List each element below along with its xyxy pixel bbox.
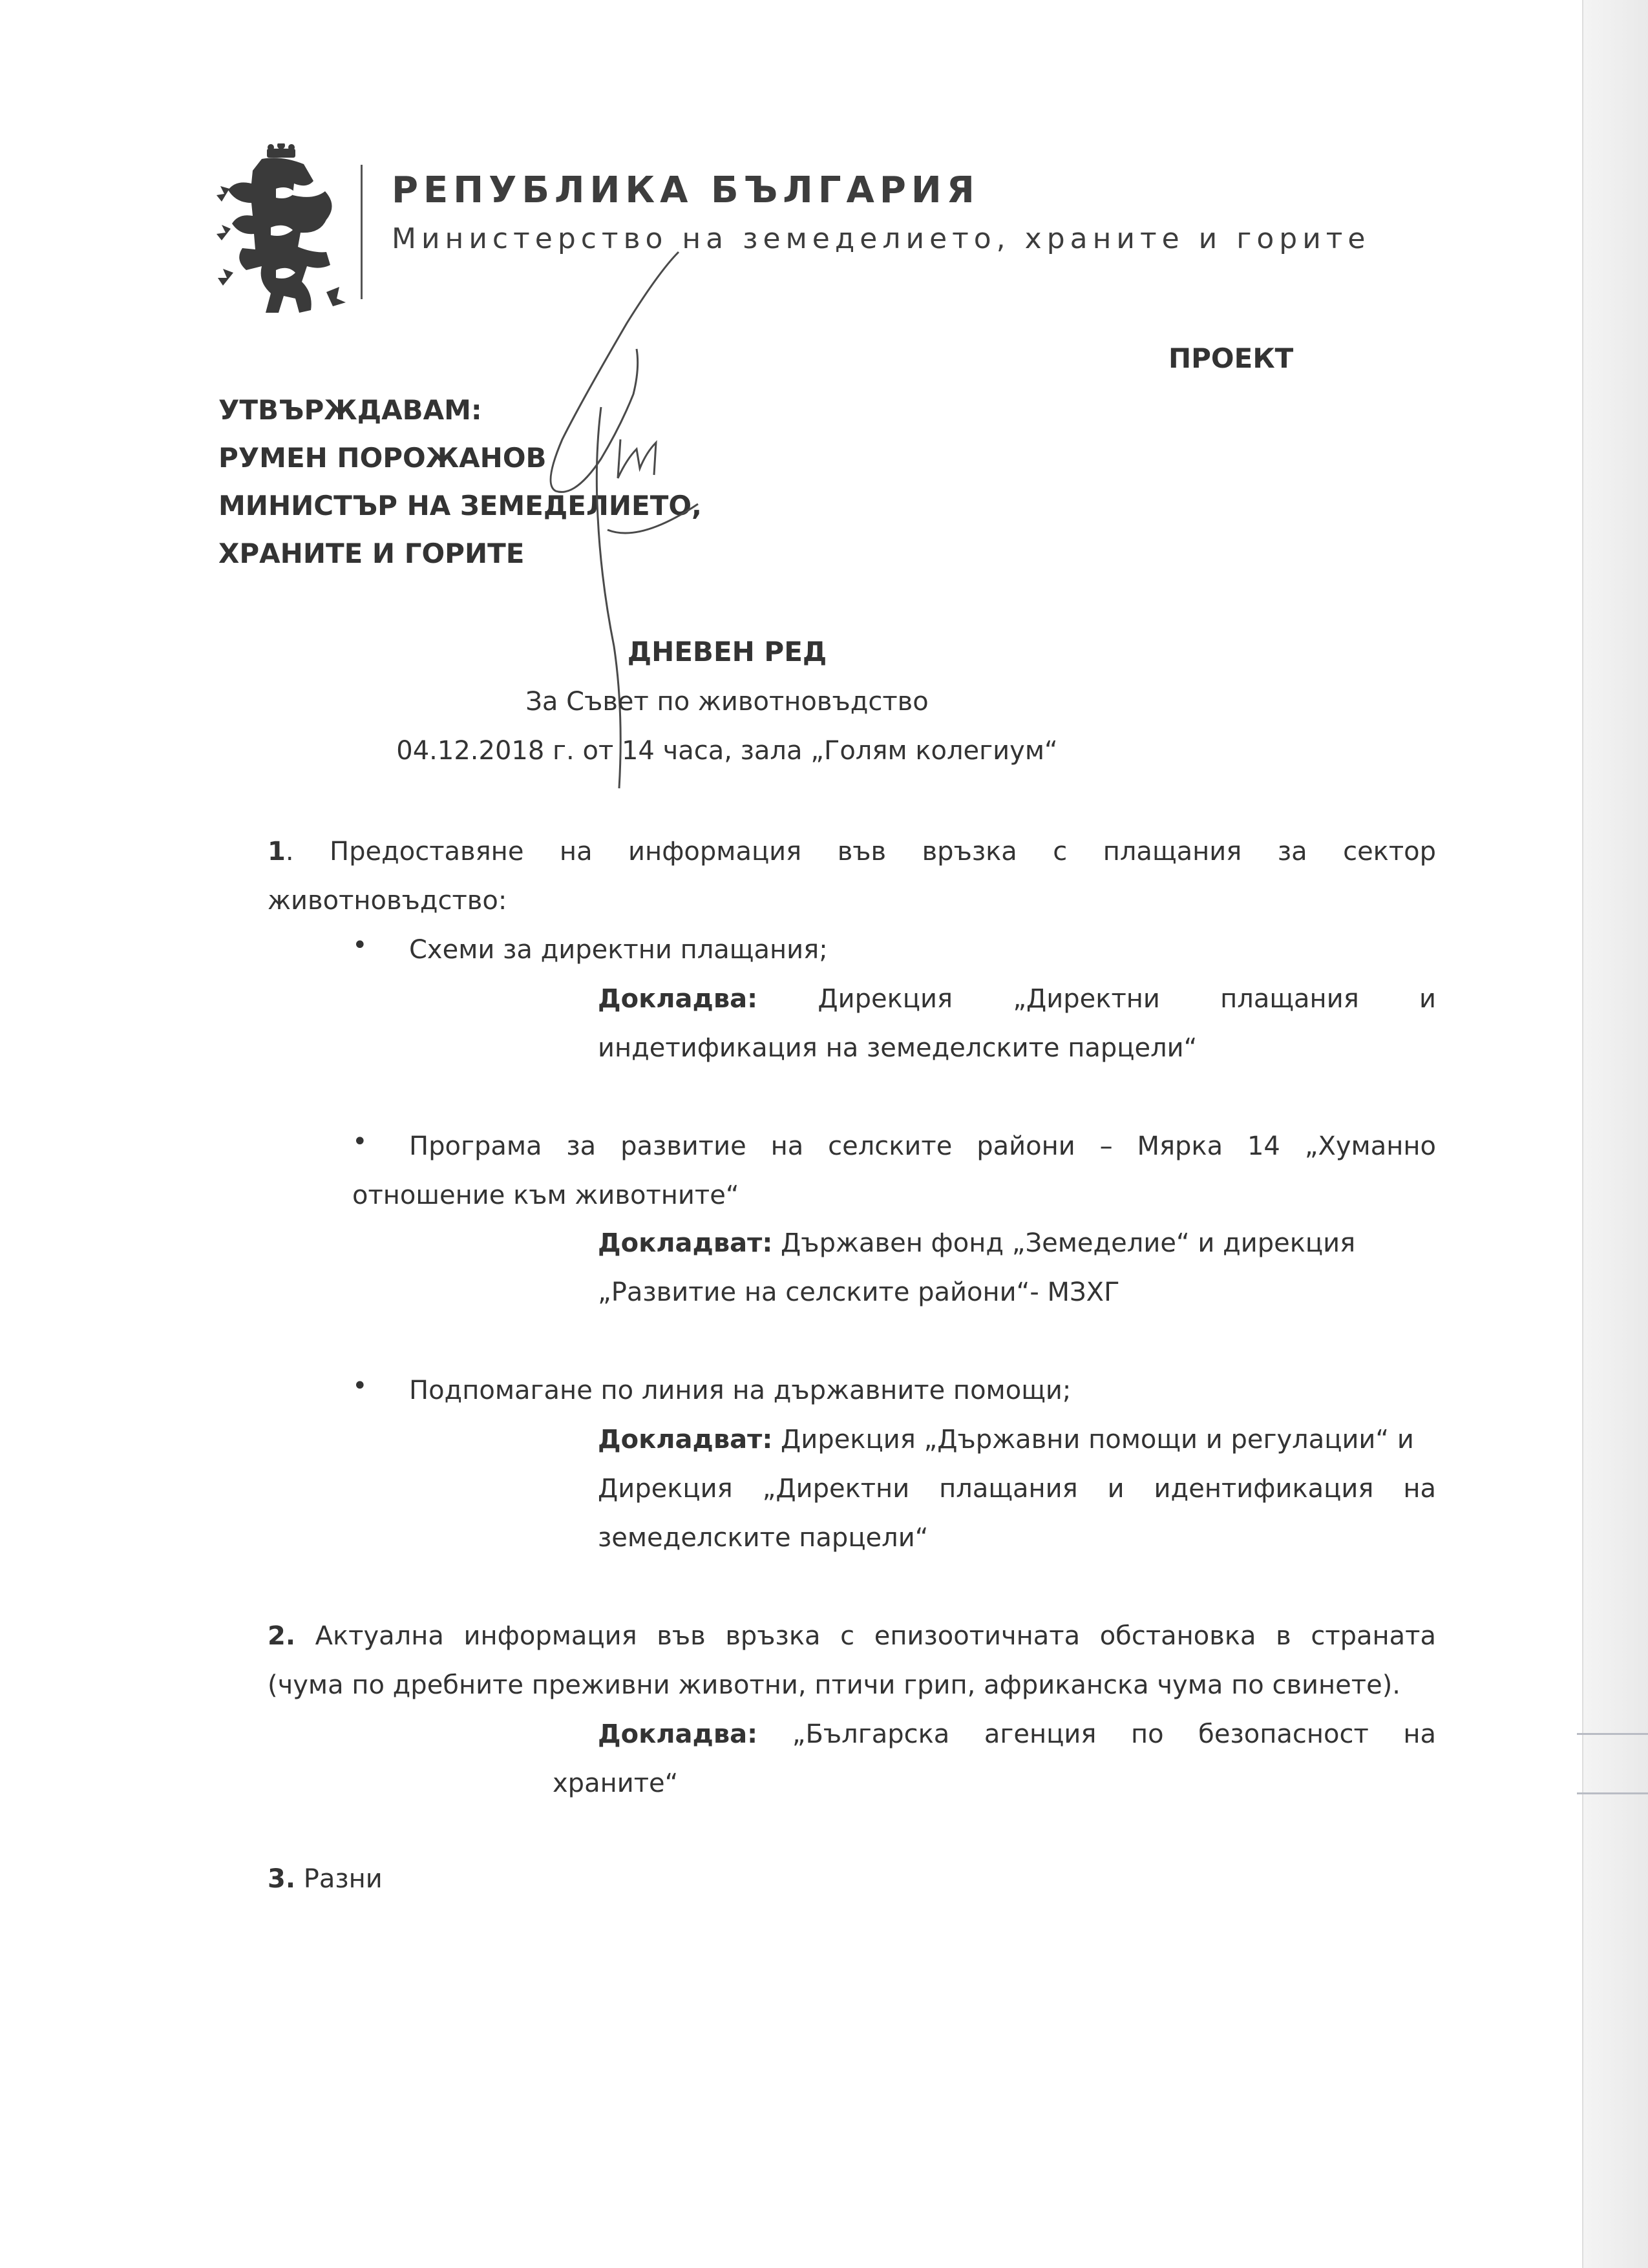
item-text: Разни [295, 1864, 383, 1894]
project-label: ПРОЕКТ [1168, 342, 1294, 374]
bullet-text: Подпомагане по линия на държавните помощи; [409, 1376, 1072, 1405]
header-divider [361, 165, 363, 299]
approval-line: УТВЪРЖДАВАМ: [218, 394, 482, 426]
reporter-line [598, 974, 1436, 1024]
reporter-text: Дирекция „Държавни помощи и регулации“ и [772, 1425, 1414, 1454]
item-text: Актуална информация във връзка с епизоотичната обстановка в страната [295, 1621, 1436, 1651]
bullet-text: Схеми за директни плащания; [409, 935, 828, 965]
item-1-line [268, 827, 1436, 876]
bullet-icon: • [352, 1127, 368, 1157]
reporter-label: Докладва: [598, 1719, 758, 1749]
lion-coat-of-arms-icon [217, 143, 346, 321]
bullet-icon: • [352, 930, 368, 960]
bullet-text: Програма за развитие на селските райони – Мярка 14 „Хуманно [409, 1131, 1436, 1161]
reporter-line [598, 1415, 1414, 1464]
reporter-text: Дирекция „Директни плащания и [818, 984, 1436, 1014]
agenda-subtitle [0, 687, 1648, 717]
scan-line [1577, 1733, 1648, 1735]
item-2-line-2: (чума по дребните преживни животни, птичи грип, африканска чума по свинете). [268, 1670, 1401, 1700]
approval-line: РУМЕН ПОРОЖАНОВ [218, 442, 547, 474]
agenda-title-text: ДНЕВЕН РЕД [627, 636, 827, 667]
item-2-line [268, 1612, 1436, 1661]
scan-edge [1582, 0, 1648, 2268]
item-1-line-2: животновъдство: [268, 886, 507, 916]
handwritten-signature [504, 246, 737, 801]
item-number: 3. [268, 1864, 296, 1894]
bullet-text-2: отношение към животните“ [352, 1181, 739, 1210]
reporter-label: Докладват: [598, 1425, 773, 1454]
reporter-line-2: „Развитие на селските райони“- МЗХГ [598, 1277, 1120, 1307]
ministry-subtitle: Министерство на земеделието, храните и горите [392, 222, 1371, 255]
agenda-title [0, 636, 1648, 667]
agenda-subtitle-text: За Съвет по животновъдство [525, 687, 929, 717]
reporter-label: Докладва: [598, 984, 758, 1014]
agenda-datetime-text: 04.12.2018 г. от 14 часа, зала „Голям колегиум“ [396, 736, 1058, 766]
reporter-line [598, 1710, 1436, 1759]
item-number: 1 [268, 837, 286, 866]
approval-line: ХРАНИТЕ И ГОРИТЕ [218, 538, 525, 569]
reporter-line-2: индетификация на земеделските парцели“ [598, 1033, 1198, 1063]
reporter-label: Докладват: [598, 1228, 773, 1258]
reporter-text: „Българска агенция по безопасност на [792, 1719, 1436, 1749]
ministry-title: РЕПУБЛИКА БЪЛГАРИЯ [392, 169, 980, 211]
reporter-line-2: Дирекция „Директни плащания и идентификация на [598, 1474, 1436, 1504]
reporter-text: Държавен фонд „Земеделие“ и дирекция [772, 1228, 1356, 1258]
item-3-line [268, 1854, 383, 1904]
item-number: 2. [268, 1621, 296, 1651]
reporter-line-3: земеделските парцели“ [598, 1523, 929, 1553]
agenda-datetime [0, 736, 1648, 766]
item-text: . Предоставяне на информация във връзка с плащания за сектор [285, 837, 1436, 866]
scan-line [1577, 1792, 1648, 1794]
reporter-line-2: храните“ [553, 1769, 679, 1798]
reporter-line [598, 1219, 1355, 1268]
approval-line: МИНИСТЪР НА ЗЕМЕДЕЛИЕТО, [218, 490, 703, 521]
bullet-icon: • [352, 1371, 368, 1401]
